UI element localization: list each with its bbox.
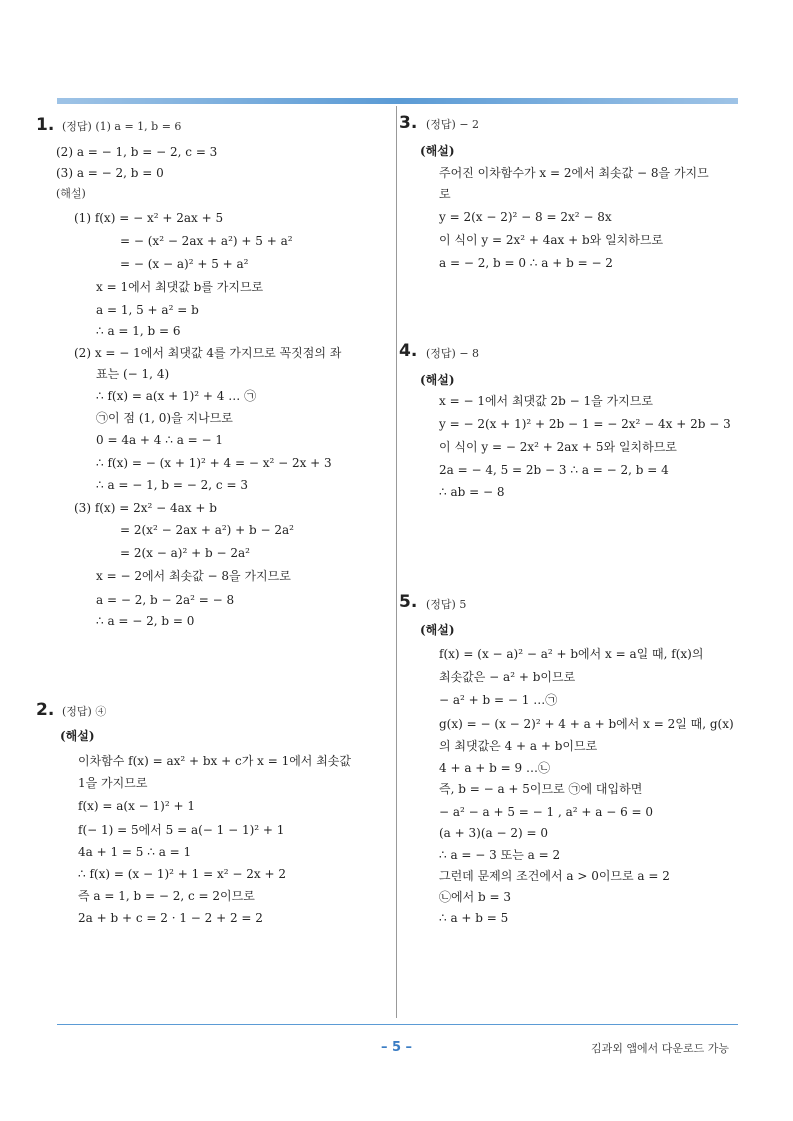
problem-number: 5. [399,592,418,612]
solution-line: 이차함수 f(x) = ax² + bx + c가 x = 1에서 최솟값 [78,754,351,768]
solution-line: a = − 2, b = 0 ∴ a + b = − 2 [439,256,613,270]
solution-line: 즉 a = 1, b = − 2, c = 2이므로 [78,889,255,903]
solution-line: g(x) = − (x − 2)² + 4 + a + b에서 x = 2일 때, g(x) [439,717,734,731]
solution-line: 4a + 1 = 5 ∴ a = 1 [78,845,192,859]
solution-line: y = − 2(x + 1)² + 2b − 1 = − 2x² − 4x + 2b − 3 [439,417,731,431]
solution-line: (정답) (1) a = 1, b = 6 [62,120,182,133]
solution-line: x = 1에서 최댓값 b를 가지므로 [96,280,264,294]
solution-line: = 2(x − a)² + b − 2a² [120,546,250,560]
solution-line: ㉠이 점 (1, 0)을 지나므로 [96,411,233,425]
solution-line: ∴ a = 1, b = 6 [96,324,181,338]
footer-rule [57,1024,738,1025]
solution-line: ∴ a = − 1, b = − 2, c = 3 [96,478,248,492]
solution-line: ∴ f(x) = (x − 1)² + 1 = x² − 2x + 2 [78,867,286,881]
section-label: (해설) [420,373,455,387]
header-bar [57,98,738,104]
solution-line: 2a = − 4, 5 = 2b − 3 ∴ a = − 2, b = 4 [439,463,669,477]
solution-line: ∴ f(x) = a(x + 1)² + 4 … ㉠ [96,389,257,403]
problem-number: 4. [399,341,418,361]
solution-line: (2) x = − 1에서 최댓값 4를 가지므로 꼭짓점의 좌 [74,346,342,360]
solution-line: ∴ f(x) = − (x + 1)² + 4 = − x² − 2x + 3 [96,456,332,470]
section-label: (해설) [60,729,95,743]
solution-line: (정답) ④ [62,705,107,718]
solution-line: = 2(x² − 2ax + a²) + b − 2a² [120,523,294,537]
solution-line: ㉡에서 b = 3 [439,890,511,904]
solution-line: a = 1, 5 + a² = b [96,303,199,317]
solution-line: (정답) − 2 [426,118,480,131]
solution-line: − a² − a + 5 = − 1 , a² + a − 6 = 0 [439,805,654,819]
section-label: (해설) [420,623,455,637]
solution-line: x = − 2에서 최솟값 − 8을 가지므로 [96,569,291,583]
solution-line: 0 = 4a + 4 ∴ a = − 1 [96,433,224,447]
solution-line: ∴ ab = − 8 [439,485,505,499]
solution-line: 이 식이 y = 2x² + 4ax + b와 일치하므로 [439,233,664,247]
solution-line: (정답) − 8 [426,347,480,360]
problem-number: 2. [36,700,55,720]
problem-number: 3. [399,113,418,133]
solution-line: (a + 3)(a − 2) = 0 [439,826,548,840]
solution-line: f(x) = (x − a)² − a² + b에서 x = a일 때, f(x)의 [439,647,704,661]
solution-line: 최솟값은 − a² + b이므로 [439,670,576,684]
solution-line: 표는 (− 1, 4) [96,367,170,381]
solution-line: (3) a = − 2, b = 0 [56,166,164,180]
solution-line: f(− 1) = 5에서 5 = a(− 1 − 1)² + 1 [78,823,285,837]
solution-line: f(x) = a(x − 1)² + 1 [78,799,195,813]
solution-line: 이 식이 y = − 2x² + 2ax + 5와 일치하므로 [439,440,677,454]
solution-line: 4 + a + b = 9 …㉡ [439,761,550,775]
solution-line: ∴ a = − 2, b = 0 [96,614,195,628]
solution-line: 2a + b + c = 2 · 1 − 2 + 2 = 2 [78,911,263,925]
problem-number: 1. [36,115,55,135]
solution-line: 주어진 이차함수가 x = 2에서 최솟값 − 8을 가지므 [439,166,709,180]
solution-line: = − (x² − 2ax + a²) + 5 + a² [120,234,293,248]
solution-line: (3) f(x) = 2x² − 4ax + b [74,501,217,515]
solution-line: (2) a = − 1, b = − 2, c = 3 [56,145,218,159]
solution-line: 즉, b = − a + 5이므로 ㉠에 대입하면 [439,782,643,796]
solution-line: 의 최댓값은 4 + a + b이므로 [439,739,598,753]
page-number: – 5 – [380,1040,413,1055]
solution-line: 그런데 문제의 조건에서 a > 0이므로 a = 2 [439,869,670,883]
footer-source: 김과외 앱에서 다운로드 가능 [590,1042,729,1055]
solution-line: 로 [439,187,451,201]
section-label: (해설) [420,144,455,158]
solution-line: a = − 2, b − 2a² = − 8 [96,593,235,607]
column-divider [396,106,397,1018]
solution-line: ∴ a + b = 5 [439,911,509,925]
solution-line: − a² + b = − 1 …㉠ [439,693,558,707]
solution-line: y = 2(x − 2)² − 8 = 2x² − 8x [439,210,612,224]
solution-line: 1을 가지므로 [78,776,148,790]
solution-line: x = − 1에서 최댓값 2b − 1을 가지므로 [439,394,653,408]
solution-line: = − (x − a)² + 5 + a² [120,257,249,271]
solution-line: (1) f(x) = − x² + 2ax + 5 [74,211,224,225]
solution-line: ∴ a = − 3 또는 a = 2 [439,848,561,862]
solution-line: (해설) [56,187,86,200]
solution-line: (정답) 5 [426,598,467,611]
